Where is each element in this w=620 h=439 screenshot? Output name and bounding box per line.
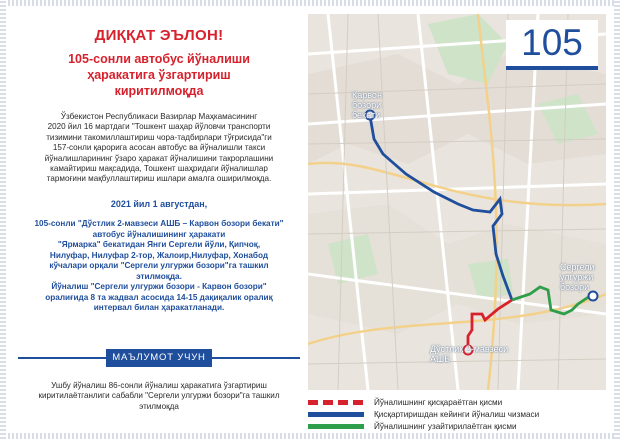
stop-sergeli-icon: [589, 292, 598, 301]
map-label-line: АШБ: [430, 354, 451, 364]
map-legend: [308, 394, 606, 434]
legend-swatch-red: [308, 400, 364, 405]
route-map: [308, 14, 606, 390]
legend-item-after: [308, 409, 606, 420]
legend-label: Йўналишнинг қисқараётган қисми: [374, 398, 503, 407]
note-line: этилмоқда: [139, 401, 179, 411]
note-line: Ушбу йўналиш 86-сонли йўналиш ҳаракатига ўзгартириш: [51, 381, 267, 390]
legend-swatch-blue: [308, 412, 364, 417]
intro-line: йўналишларининг ўзаро ҳаракат йўналишини такрорлашини: [44, 153, 274, 163]
subtitle-line: 105-сонли автобус йўналиши: [68, 52, 250, 66]
map-label-line: Сергели: [560, 262, 595, 272]
route-number-badge: [506, 20, 598, 70]
intro-line: тармоғини мақбуллаштириш ишлари амалга оширилмоқда.: [46, 174, 272, 184]
intro-line: камайтириш мақсадида, Тошкент шаҳридаги йўналишлар: [50, 164, 268, 174]
map-label-dustlik: [430, 344, 508, 364]
legend-swatch-green: [308, 424, 364, 429]
details-line: автобус йўналишининг ҳаракати: [92, 229, 226, 239]
map-graphic: [308, 14, 606, 390]
effective-date: 2021 йил 1 августдан,: [110, 199, 208, 209]
info-heading: МАЪЛУМОТ УЧУН: [106, 349, 212, 367]
details-line: оралиғида 8 та жадвал асосида 14-15 дақиқалик оралиқ: [45, 292, 273, 302]
details-line: "Ярмарка" бекатидан Янги Сергели йўли, Қипчоқ,: [57, 240, 261, 249]
map-label-line: Дўстлик 2-мавзеси: [430, 344, 509, 354]
border-stripe-left: [0, 0, 6, 439]
map-label-line: Карвон: [352, 90, 382, 100]
subtitle-line: киритилмоқда: [114, 84, 204, 98]
details-line: кўчалари орқали "Сергели улгуржи бозори"га ташкил: [49, 261, 269, 270]
legend-label: Қисқартиришдан кейинги йўналиш чизмаси: [374, 410, 540, 419]
intro-line: тизимини такомиллаштириш чора-тадбирлари тўғрисида"ги: [46, 132, 272, 142]
legend-item-extended: [308, 421, 606, 432]
map-label-line: улгуржи: [560, 272, 594, 282]
details-line: Йўналиш "Сергели улгуржи бозори - Карвон бозори": [51, 282, 267, 291]
announcement-title: ДИҚҚАТ ЭЪЛОН!: [94, 27, 224, 44]
details-line: этилмоқда.: [136, 271, 182, 281]
intro-paragraph: [18, 112, 300, 185]
legend-item-shortened: [308, 397, 606, 408]
intro-line: 157-сонли қарорига асосан автобус ва йўналишли такси: [52, 143, 266, 153]
map-label-line: бозори: [352, 100, 382, 110]
border-stripe-right: [614, 0, 620, 439]
details-line: интервал билан ҳаракатланади.: [93, 303, 225, 312]
details-line: 105-сонли "Дўстлик 2-мавзеси АШБ – Карвон бозори бекати": [34, 219, 284, 228]
details-line: Нилуфар, Нилуфар 2-тор, Жалоир,Нилуфар, Хонабод: [49, 250, 269, 260]
legend-label: Йўналишнинг узайтирилаётган қисми: [374, 422, 517, 431]
map-label-karvon: [352, 90, 382, 120]
note-line: киритилаётганлиги сабабли "Сергели улгуржи бозори"га ташкил: [38, 391, 280, 401]
intro-line: 2020 йил 16 мартдаги "Тошкент шаҳар йўловчи транспорти: [47, 122, 271, 132]
route-details: [18, 219, 300, 314]
subtitle-line: ҳаракатига ўзгартириш: [87, 68, 231, 82]
map-label-sergeli: [560, 262, 595, 292]
route-number-underline: [506, 66, 598, 70]
info-heading-bar: [18, 349, 300, 367]
intro-line: Ўзбекистон Республикаси Вазирлар Маҳкамасининг: [60, 112, 258, 121]
info-note: [18, 381, 300, 412]
border-stripe-top: [0, 0, 620, 6]
announcement-subtitle: [18, 51, 300, 99]
map-label-line: бозори: [560, 282, 590, 292]
map-label-line: бекати: [352, 110, 381, 120]
route-number: 105: [521, 22, 583, 63]
